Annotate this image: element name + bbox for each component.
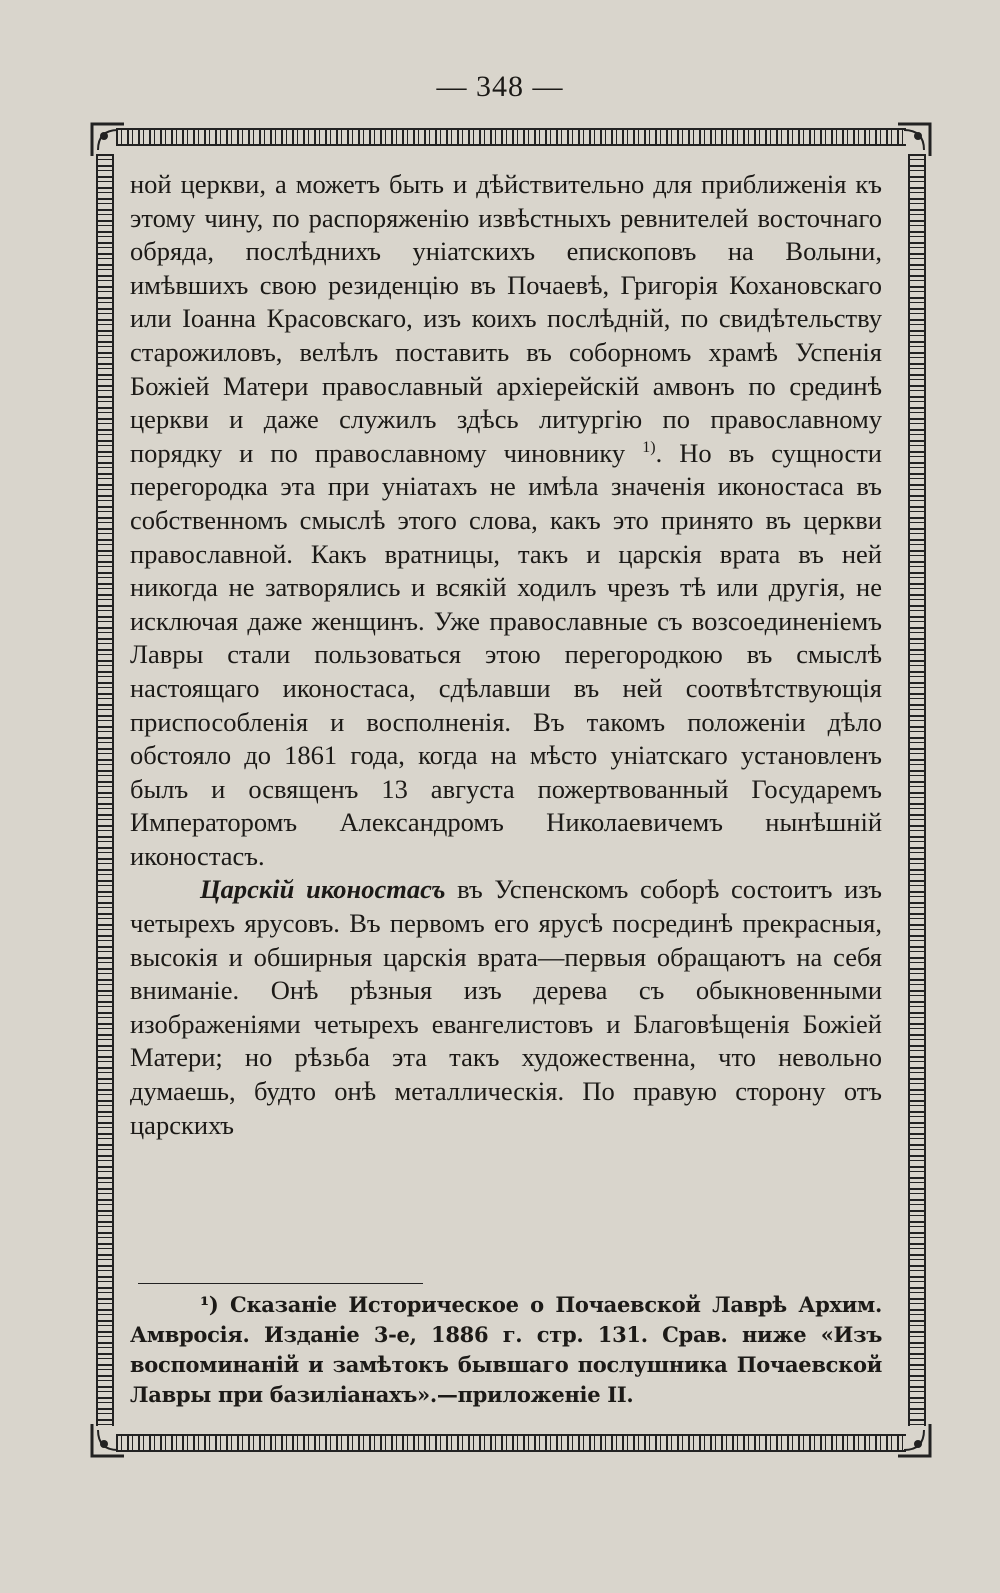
frame-corner-ornament-icon: [894, 120, 934, 160]
paragraph-text: . Но въ сущности перегородка эта при уніатахъ не имѣла значенія иконостаса въ собственномъ смыслѣ этого слова, какъ это принято въ церкви православной. Какъ вратницы, такъ и царскія врата въ ней никогда не затворялись и всякій ходилъ чрезъ тѣ или другія, не исключая даже женщинъ. Уже православные съ возсоединеніемъ Лавры стали пользоваться этою перегородкою въ смыслѣ настоящаго иконостаса, сдѣлавши въ ней соотвѣтствующія приспособленія и восполненія. Въ такомъ положеніи дѣло обстояло до 1861 года, когда на мѣсто уніатскаго установленъ былъ и освященъ 13 августа пожертвованный Государемъ Императоромъ Александромъ Николаевичемъ нынѣшній иконостасъ.: [130, 437, 882, 871]
footnote-text: ¹) Сказаніе Историческое о Почаевской Лаврѣ Архим. Амвросія. Изданіе 3-е, 1886 г. стр. 131. Срав. ниже «Изъ воспоминаній и замѣтокъ бывшаго послушника Почаевской Лавры при базиліанахъ».—приложеніе II.: [130, 1292, 882, 1407]
frame-corner-ornament-icon: [88, 1420, 128, 1460]
paragraph: [130, 168, 882, 873]
paragraph-text: въ Успенскомъ соборѣ состоитъ изъ четырехъ ярусовъ. Въ первомъ его ярусѣ посрединѣ прекрасныя, высокія и обширныя царскія врата—первыя обращаютъ на себя вниманіе. Онѣ рѣзныя изъ дерева съ обыкновенными изображеніями четырехъ евангелистовъ и Благовѣщенія Божіей Матери; но рѣзьба эта такъ художественна, что невольно думаешь, будто онѣ металлическія. По правую сторону отъ царскихъ: [130, 874, 882, 1140]
main-text: [130, 168, 882, 1142]
frame-left-border: [96, 154, 114, 1426]
footnote-reference: 1): [642, 438, 656, 456]
page-number: — 348 —: [436, 70, 564, 103]
emphasized-term: Царскій иконостасъ: [200, 874, 446, 905]
frame-right-border: [908, 154, 926, 1426]
frame-bottom-border: [116, 1434, 906, 1452]
paragraph-text: ной церкви, а можетъ быть и дѣйствительно для приближенія къ этому чину, по распоряженію извѣстныхъ ревнителей восточнаго обряда, послѣднихъ уніатскихъ епископовъ на Волыни, имѣвшихъ свою резиденцію въ Почаевѣ, Григорія Кохановскаго или Іоанна Красовскаго, изъ коихъ послѣдній, по свидѣтельству старожиловъ, велѣлъ поставить въ соборномъ храмѣ Успенія Божіей Матери православный архіерейскій амвонъ по срединѣ церкви и даже служилъ здѣсь литургію по православному порядку и по православному чиновнику: [130, 169, 882, 468]
paragraph: [130, 873, 882, 1142]
frame-corner-ornament-icon: [88, 120, 128, 160]
footnote: [130, 1290, 882, 1410]
frame-corner-ornament-icon: [894, 1420, 934, 1460]
footnote-divider: [138, 1283, 423, 1284]
frame-top-border: [116, 128, 906, 146]
